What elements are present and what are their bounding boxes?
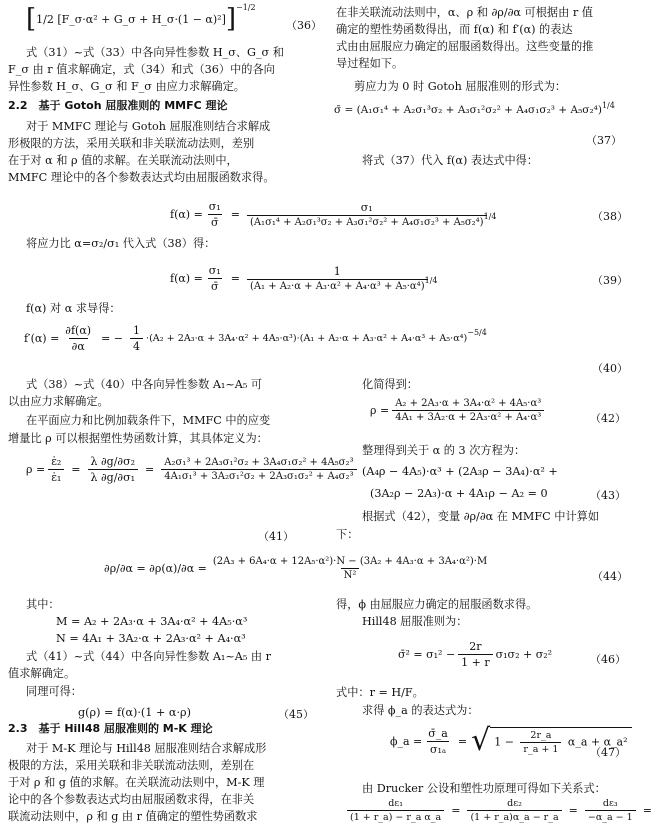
eq39-frac1-den: σ̄ (208, 278, 222, 293)
eq48-frac3-num: dε₃ (602, 798, 618, 809)
eq41-frac1-den: ε̇₁ (48, 469, 64, 484)
eq40-quarter-den: 4 (130, 338, 143, 353)
r-para6-line2: 下： (336, 528, 359, 541)
eq41-frac2-den: λ ∂g/∂σ₁ (88, 469, 139, 484)
eq36-number: （36） (286, 19, 322, 32)
eq48-frac2-den: (1 + r_a)α_a − r_a (467, 810, 561, 823)
eq47-inner-num: 2r_a (530, 730, 552, 741)
eq44-lhs: ∂ρ/∂α = ∂ρ(α)/∂α = (104, 562, 207, 575)
eq44-num: (2A₃ + 6A₄·α + 12A₅·α²)·N − (3A₂ + 4A₃·α + 3A₄·α²)·M (212, 556, 488, 567)
para5-line3: 在平面应力和比例加载条件下，MMFC 中的应变 (26, 414, 271, 427)
r-para7-line1: 得，ϕ 由屈服应力确定的屈服函数求得。 (336, 598, 538, 611)
eq44-number: （44） (592, 570, 628, 583)
r-para9: 求得 ϕ_a 的表达式为： (362, 704, 479, 717)
para3: 将应力比 α=σ₂/σ₁ 代入式（38）得： (26, 237, 216, 250)
eq43-line1: (A₄ρ − 4A₅)·α³ + (2A₃ρ − 3A₄)·α² + (362, 465, 558, 478)
eq39-number: （39） (592, 274, 628, 287)
equation-42 (370, 398, 547, 423)
eq42-number: （42） (590, 412, 626, 425)
eq36-exponent: −1/2 (236, 2, 256, 12)
para5-line4: 增量比 ρ 可以根据塑性势函数计算，其具体定义为： (8, 432, 268, 445)
eq47-inner-den: r_a + 1 (520, 742, 561, 755)
para8-line3: 于对 ρ 和 g 值的求解。在关联流动法则中，M-K 理 (8, 776, 265, 789)
eq38-number: （38） (592, 210, 628, 223)
eq41-number: （41） (258, 530, 294, 543)
eq39-frac1-num: σ₁ (208, 264, 221, 277)
para7-line3: 同理可得： (26, 685, 82, 698)
eq46-number: （46） (590, 653, 626, 666)
r-para1-line2: 确定的塑性势函数得出，而 f(α) 和 f′(α) 的表达 (336, 23, 573, 36)
equation-39: f(α) = $\frac{\text{σ₁}}{\sigmā}$ = $\frac{1}{\text{(A₁ + A₂·α + A₃·α² + A₄·α³ + A₅·α⁴)}}$ 1/4 (170, 264, 438, 293)
equation-46 (398, 640, 552, 669)
para4: f(α) 对 α 求导得： (26, 302, 121, 315)
para8-line4: 论中的各个参数表达式均由屈服函数求得，在非关 (8, 793, 255, 806)
r-para5: 整理得到关于 α 的 3 次方程为： (362, 444, 526, 457)
r-para2: 剪应力为 0 时 Gotoh 屈服准则的形式为： (354, 80, 567, 93)
para2-line2: 形极限的方法，采用关联和非关联流动法则，差别 (8, 137, 255, 150)
eq47-radicand-start: 1 − (494, 735, 514, 749)
r-para6-line1: 根据式（42），变量 ∂ρ/∂α 在 MMFC 中计算如 (362, 510, 600, 523)
eq40-number: （40） (592, 362, 628, 375)
eq47-frac-den: σ₁ₐ (427, 741, 449, 756)
eq45-number: （45） (278, 708, 314, 721)
para7-line1: 式（41）~式（44）中各向异性参数 A₁~A₅ 由 r (26, 650, 271, 663)
eq38-exponent: 1/4 (483, 212, 497, 221)
equation-41: ρ = $\frac{\text{ε̇₂}}{\text{ε̇₁}}$ = $\frac{\text{λ ∂g/∂σ₂}}{\text{λ ∂g/∂σ₁}}$ = $\frac{\text{A₂σ₁³ + 2A₃σ₁²σ₂ + 3A₄σ₁σ₂² + 4A₅σ₂³}}{\text{4A₁σ₁³ + 3A₂σ₁²σ₂ + 2A₃σ₁σ₂² + A₄σ₂³}}$ (26, 455, 360, 484)
section-2-3-heading: 2.3 基于 Hill48 屈服准则的 M-K 理论 (8, 722, 213, 735)
eq37-number: （37） (586, 134, 622, 147)
eq37-exponent: 1/4 (601, 100, 615, 110)
eq47-frac-num: σ̄_a (428, 726, 448, 740)
eq46-frac-num: 2r (469, 640, 482, 653)
para1-line1: 式（31）~式（33）中各向异性参数 H_σ、G_σ 和 (26, 46, 284, 59)
m-definition: M = A₂ + 2A₃·α + 3A₄·α² + 4A₅·α³ (56, 615, 248, 628)
eq41-frac2-num: λ ∂g/∂σ₂ (90, 455, 136, 468)
r-para7-line2: Hill48 屈服准则为： (362, 615, 468, 628)
r-para10: 由 Drucker 公设和塑性功原理可得如下关系式： (362, 782, 606, 795)
eq39-lhs: f(α) = (170, 272, 203, 285)
eq40-frac-den: ∂α (69, 338, 88, 353)
para8-line5: 联流动法则中，ρ 和 g 由 r 值确定的塑性势函数求 (8, 810, 258, 823)
eq38-frac1-num: σ₁ (208, 200, 221, 213)
eq41-frac1-num: ε̇₂ (51, 455, 62, 468)
eq42-lhs: ρ = (370, 404, 390, 417)
section-2-2-heading: 2.2 基于 Gotoh 屈服准则的 MMFC 理论 (8, 99, 228, 112)
para5-line2: 以由应力求解确定。 (8, 395, 109, 408)
eq48-frac1-num: dε₁ (388, 798, 404, 809)
equation-37 (334, 100, 615, 116)
eq47-radicand-end: α_a + α_a² (567, 735, 628, 749)
eq48-frac3-den: −α_a − 1 (585, 810, 636, 823)
para6: 其中： (26, 598, 60, 611)
eq38-frac1-den: σ̄ (208, 214, 222, 229)
eq38-frac2-num: σ₁ (360, 201, 373, 214)
eq47-lhs: ϕ_a = (390, 734, 423, 748)
para2-line3: 在于对 α 和 ρ 值的求解。在关联流动法则中， (8, 154, 238, 167)
eq44-den: N² (341, 568, 360, 581)
eq40-quarter-num: 1 (133, 324, 141, 337)
r-para1-line3: 式由由屈服应力确定的屈服函数得出。这些变量的推 (336, 40, 594, 53)
eq39-frac2-num: 1 (333, 265, 341, 278)
eq36-body: 1/2 [F_σ·α² + G_σ + H_σ·(1 − α)²] (36, 12, 226, 26)
eq41-frac3-den: 4A₁σ₁³ + 3A₂σ₁²σ₂ + 2A₃σ₁σ₂² + A₄σ₂³ (161, 469, 356, 482)
eq46-frac-den: 1 + r (458, 654, 492, 669)
equation-38: f(α) = $\frac{\text{σ₁}}{\sigmā}$ = $\frac{\text{σ₁}}{\text{(A₁σ₁⁴ + A₂σ₁³σ₂ + A₃σ₁²σ₂² + A₄σ₁σ₂³ + A₅σ₂⁴)}}$ 1/4 (170, 200, 497, 229)
eq48-frac2-num: dε₂ (507, 798, 522, 809)
eq46-rhs: σ₁σ₂ + σ₂² (495, 648, 553, 661)
para2-line4: MMFC 理论中的各个参数表达式均由屈服函数求得。 (8, 171, 275, 184)
r-para4: 化简得到： (362, 378, 418, 391)
equation-48-partial: $\frac{\text{dε₁}}{\text{(1 + r\_a) − r\_a α\_a}}$ = $\frac{\text{dε₂}}{(1 + r\_a)\alpha\_a - r\_a}$ = $\frac{\text{dε₃}}{-\alpha\_a - 1}$ = (344, 798, 656, 823)
r-para1-line1: 在非关联流动法则中，α、ρ 和 ∂ρ/∂α 可根据由 r 值 (336, 6, 593, 19)
eq47-equals: = (457, 734, 468, 748)
eq48-frac1-den: (1 + r_a) − r_a α_a (347, 810, 444, 823)
r-para8: 式中：r = H/F。 (336, 686, 424, 699)
eq43-number: （43） (590, 489, 626, 502)
eq40-frac-num: ∂f(α) (65, 324, 92, 337)
eq39-exponent: 1/4 (424, 276, 438, 285)
para1-line3: 异性参数 H_σ、G_σ 和 F_σ 由应力求解确定。 (8, 80, 245, 93)
eq41-lhs: ρ = (26, 463, 46, 476)
eq47-number: （47） (590, 746, 626, 759)
eq40-lhs: f′(α) = (24, 332, 60, 345)
para7-line2: 值求解确定。 (8, 667, 76, 680)
equation-44 (104, 556, 493, 581)
n-definition: N = 4A₁ + 3A₂·α + 2A₃·α² + A₄·α³ (56, 632, 246, 645)
eq42-den: 4A₁ + 3A₂·α + 2A₃·α² + A₄·α³ (392, 410, 544, 423)
eq40-rhs: ·(A₂ + 2A₃·α + 3A₄·α² + 4A₅·α³)·(A₁ + A₂·α + A₃·α² + A₄·α³ + A₅·α⁴) (146, 333, 468, 344)
para1-line2: F_σ 由 r 值求解确定，式（34）和式（36）中的各向 (8, 63, 275, 76)
para5-line1: 式（38）~式（40）中各向异性参数 A₁~A₅ 可 (26, 378, 263, 391)
equation-47: ϕ_a = $\frac{\sigmā\_a}{\text{σ₁ₐ}}$ = √ 1 − $\frac{2r\_a}{r\_a + 1}$ α_a + α_a² (390, 726, 632, 756)
eq37-body: σ̄ = (A₁σ₁⁴ + A₂σ₁³σ₂ + A₃σ₁²σ₂² + A₄σ₁σ₂³ + A₅σ₂⁴) (334, 104, 602, 116)
eq39-frac2-den: (A₁ + A₂·α + A₃·α² + A₄·α³ + A₅·α⁴) (247, 279, 428, 292)
equation-40 (24, 324, 487, 353)
r-para3: 将式（37）代入 f(α) 表达式中得： (362, 154, 539, 167)
para8-line1: 对于 M-K 理论与 Hill48 屈服准则结合求解成形 (26, 742, 267, 755)
eq38-frac2-den: (A₁σ₁⁴ + A₂σ₁³σ₂ + A₃σ₁²σ₂² + A₄σ₁σ₂³ + A₅σ₂⁴) (247, 215, 487, 228)
eq40-equals: = − (101, 332, 124, 345)
eq41-frac3-num: A₂σ₁³ + 2A₃σ₁²σ₂ + 3A₄σ₁σ₂² + 4A₅σ₂³ (164, 457, 354, 468)
eq38-lhs: f(α) = (170, 208, 203, 221)
eq43-line2: (3A₂ρ − 2A₃)·α + 4A₁ρ − A₂ = 0 (370, 487, 548, 500)
para2-line1: 对于 MMFC 理论与 Gotoh 屈服准则结合求解成 (26, 120, 271, 133)
eq40-exponent: −5/4 (467, 328, 487, 337)
equation-36: [ 1/2 [F_σ·α² + G_σ + H_σ·(1 − α)²] ] −1/2 (26, 2, 256, 34)
para8-line2: 极限的方法，采用关联和非关联流动法则，差别在 (8, 759, 255, 772)
eq46-lhs: σ̄² = σ₁² − (398, 648, 456, 661)
equation-45: g(ρ) = f(α)·(1 + α·ρ) (78, 706, 191, 719)
eq42-num: A₂ + 2A₃·α + 3A₄·α² + 4A₅·α³ (395, 398, 542, 409)
r-para1-line4: 导过程如下。 (336, 57, 404, 70)
